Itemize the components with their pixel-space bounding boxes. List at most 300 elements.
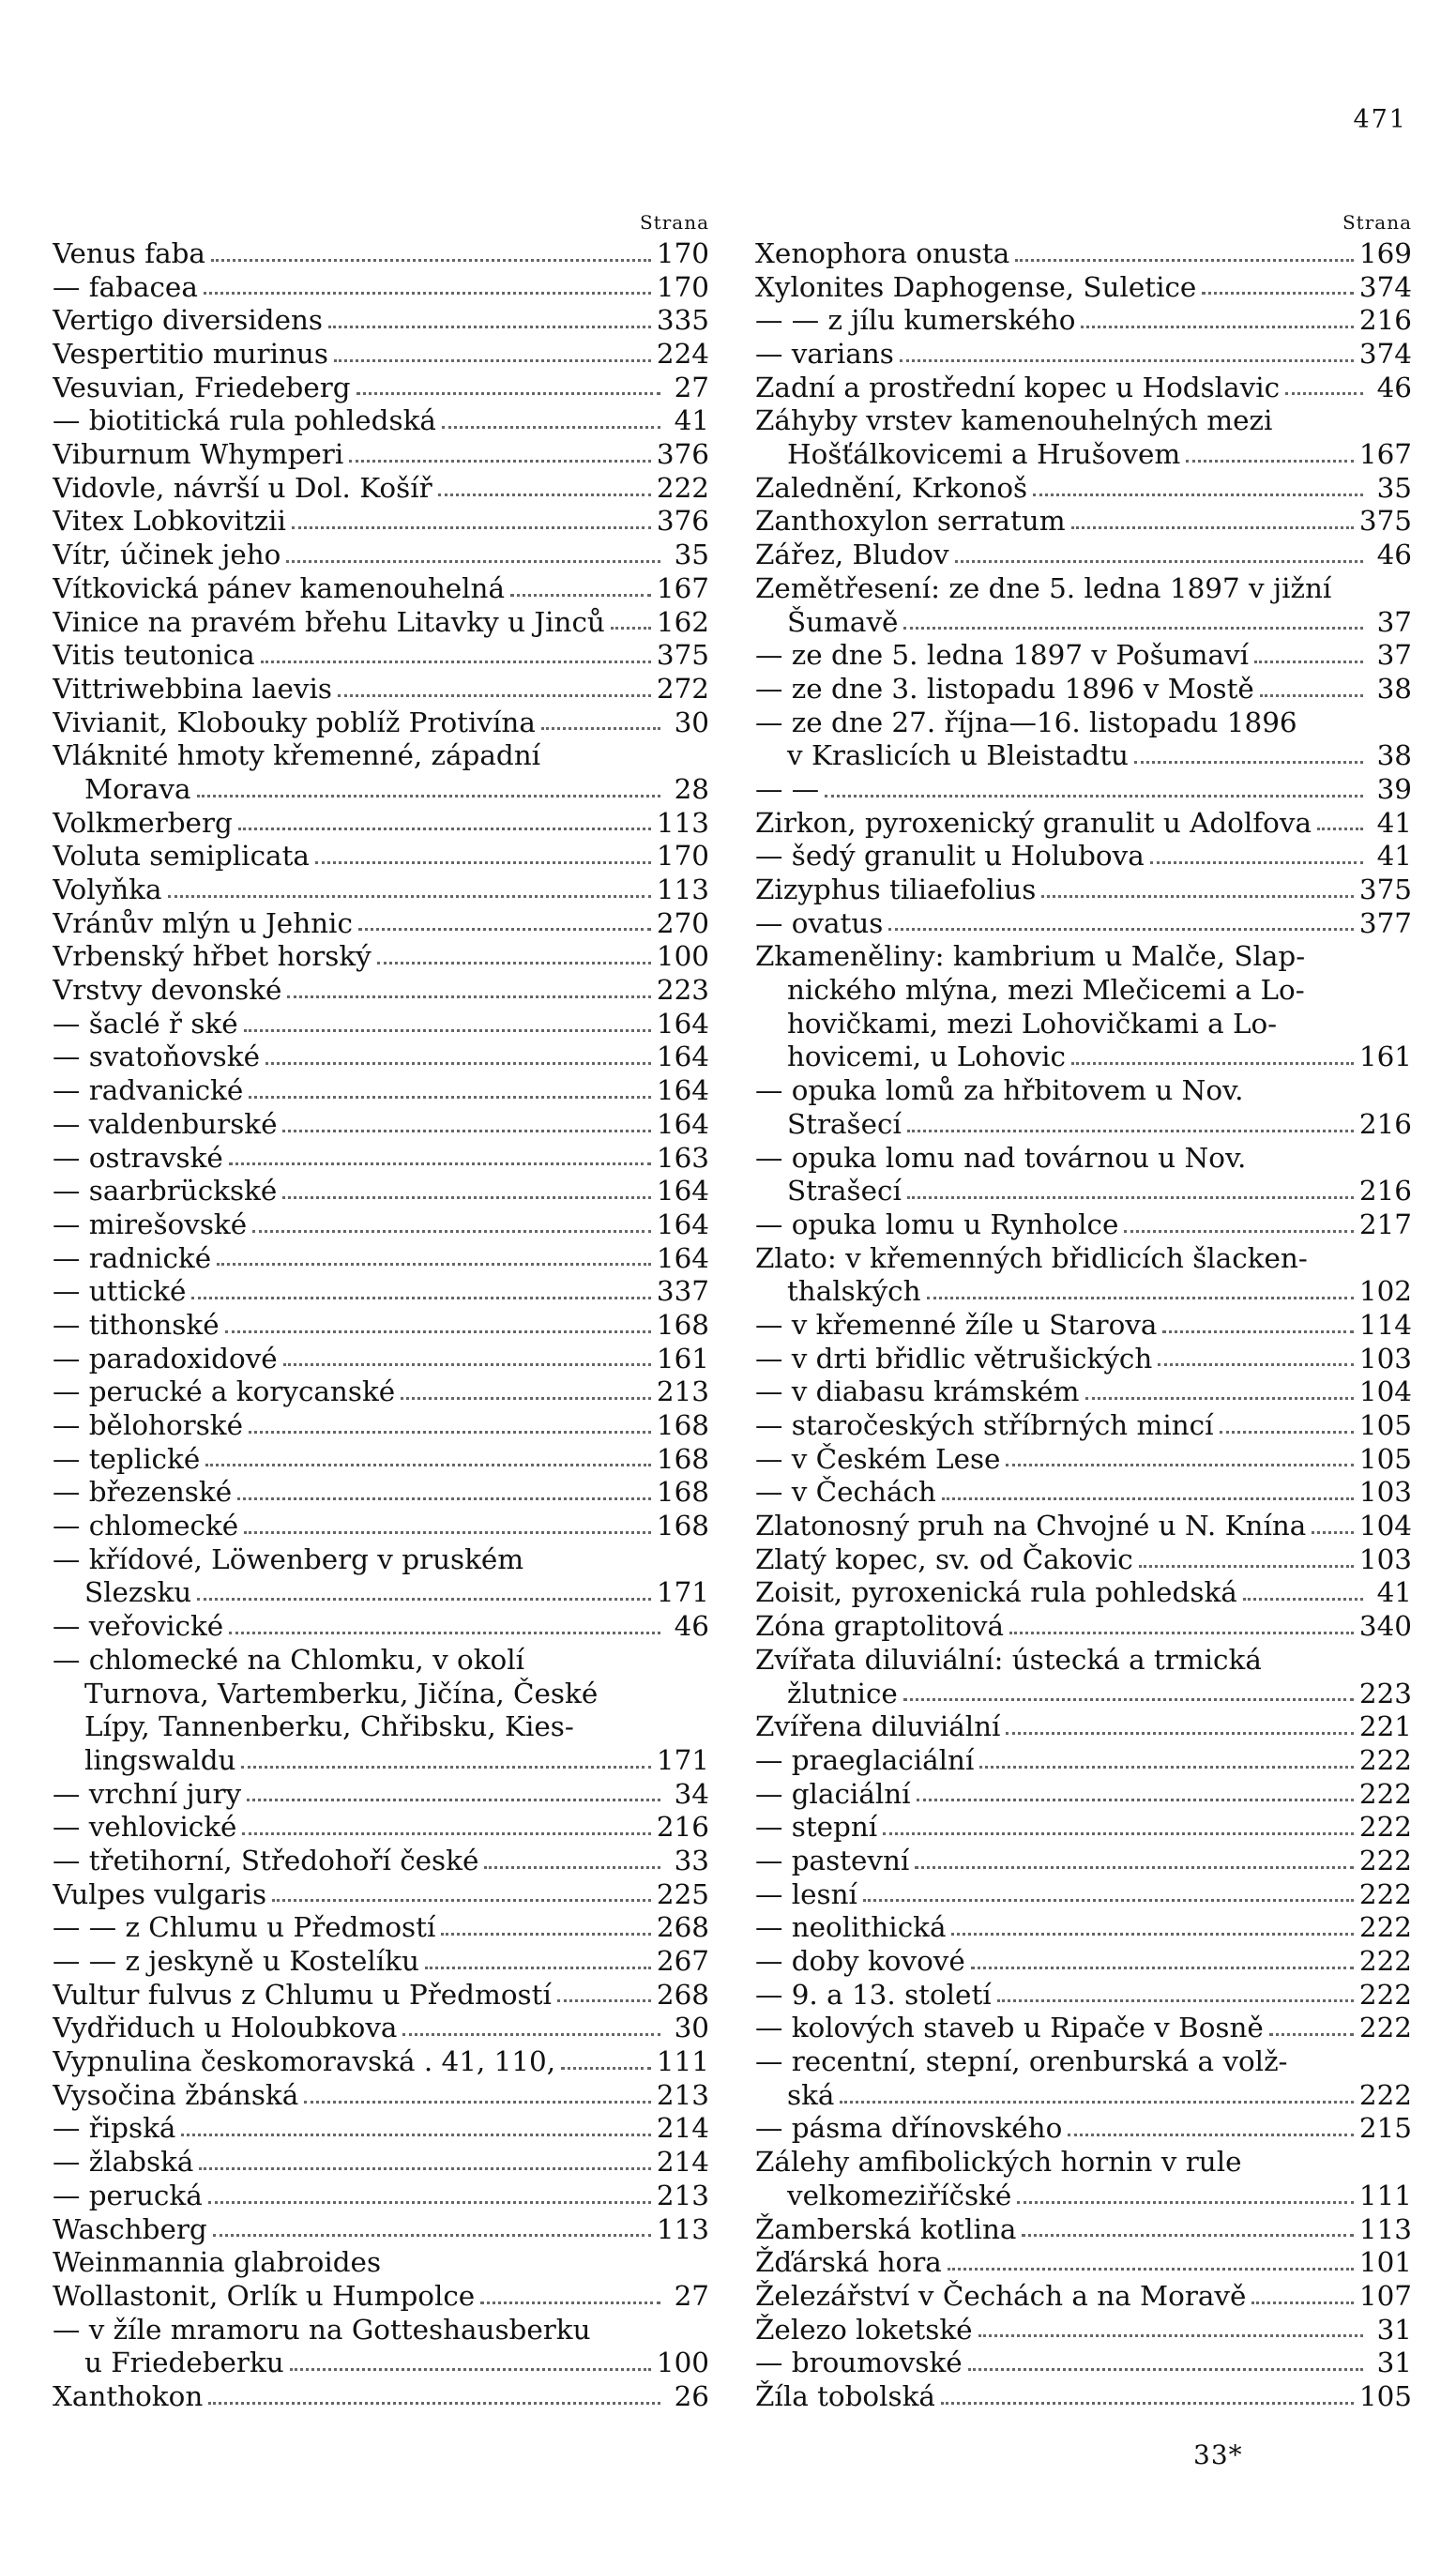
entry-page: 168 — [656, 1409, 709, 1442]
entry-page: 171 — [656, 1743, 709, 1776]
entry-page: 221 — [1358, 1710, 1412, 1743]
entry-term: Zvířena diluviální — [755, 1710, 1001, 1743]
entry-term: — doby kovové — [755, 1945, 965, 1978]
leader-dots — [510, 594, 651, 597]
leader-dots — [1202, 292, 1354, 295]
entry-term: — svatoňovské — [53, 1041, 260, 1073]
entry-term: — — z jílu kumerského — [755, 304, 1076, 337]
leader-dots — [968, 2368, 1363, 2371]
leader-dots — [1269, 2033, 1354, 2036]
index-entry — [755, 1778, 1412, 1812]
entry-page: 222 — [1358, 1911, 1412, 1944]
index-entry — [755, 1744, 1412, 1778]
entry-page: 375 — [656, 639, 709, 672]
printer-signature: 33* — [1193, 2439, 1243, 2470]
entry-term: Zkameněliny: kambrium u Malče, Slap- — [755, 940, 1306, 973]
leader-dots — [561, 2067, 651, 2070]
entry-term: — lesní — [755, 1877, 857, 1910]
entry-page: 41 — [1376, 1576, 1412, 1609]
index-entry — [755, 2314, 1412, 2347]
leader-dots — [315, 861, 651, 864]
entry-page: 225 — [656, 1877, 709, 1910]
leader-dots — [272, 1899, 651, 1902]
entry-term: — ze dne 27. října—16. listopadu 1896 — [755, 706, 1297, 738]
entry-term: — kolových staveb u Ripače v Bosně — [755, 2012, 1264, 2044]
leader-dots — [1158, 1363, 1354, 1366]
entry-term: Vittriwebbina laevis — [53, 672, 332, 705]
entry-page: 223 — [1358, 1677, 1412, 1709]
index-entry — [53, 1275, 709, 1309]
leader-dots — [225, 1330, 651, 1333]
entry-term: Záhyby vrstev kamenouhelných mezi — [755, 404, 1273, 437]
entry-page: 374 — [1358, 338, 1412, 371]
index-entry — [755, 1142, 1412, 1176]
leader-dots — [1022, 2234, 1353, 2237]
leader-dots — [199, 2167, 651, 2170]
leader-dots — [349, 460, 651, 463]
entry-page: 216 — [1358, 304, 1412, 337]
leader-dots — [229, 1162, 651, 1165]
index-entry — [53, 1510, 709, 1543]
entry-term: — — z Chlumu u Předmostí — [53, 1911, 436, 1944]
entry-page: 41 — [1376, 806, 1412, 839]
entry-term: Vultur fulvus z Chlumu u Předmostí — [53, 1978, 552, 2011]
entry-term: Xenophora onusta — [755, 236, 1010, 269]
leader-dots — [971, 1967, 1354, 1969]
entry-page: 213 — [656, 2078, 709, 2111]
entry-term: Xylonites Daphogense, Suletice — [755, 270, 1197, 303]
entry-term: — šedý granulit u Holubova — [755, 840, 1145, 873]
entry-page: 113 — [656, 873, 709, 906]
index-entry — [755, 639, 1412, 673]
entry-term: v Kraslicích u Bleistadtu — [787, 739, 1129, 772]
index-entry — [53, 840, 709, 873]
entry-page: 168 — [656, 1308, 709, 1341]
index-entry — [53, 1343, 709, 1376]
index-entry — [53, 1678, 709, 1711]
entry-term: — vehlovické — [53, 1811, 237, 1844]
index-entry — [53, 1979, 709, 2013]
index-entry — [53, 639, 709, 673]
entry-term: Vrbenský hřbet horský — [53, 940, 372, 973]
index-entry — [755, 2280, 1412, 2314]
entry-term: Žamberská kotlina — [755, 2212, 1017, 2245]
entry-term: hovicemi, u Lohovic — [787, 1041, 1067, 1073]
entry-page: 168 — [656, 1476, 709, 1509]
leader-dots — [903, 1698, 1354, 1701]
entry-term: Šumavě — [787, 605, 899, 638]
index-entry — [755, 1878, 1412, 1912]
index-entry — [53, 1409, 709, 1443]
index-entry — [755, 1041, 1412, 1075]
entry-page: 103 — [1358, 1342, 1412, 1375]
entry-term: — stepní — [755, 1811, 878, 1844]
entry-term: — v diabasu krámském — [755, 1375, 1080, 1408]
entry-term: — praeglaciální — [755, 1743, 975, 1776]
index-entry — [53, 1577, 709, 1611]
index-entry — [53, 2380, 709, 2414]
entry-page: 374 — [1358, 270, 1412, 303]
leader-dots — [241, 1766, 650, 1769]
index-entry — [53, 606, 709, 640]
leader-dots — [948, 2268, 1354, 2271]
index-entry — [755, 539, 1412, 572]
entry-term: Hošťálkovicemi a Hrušovem — [787, 438, 1181, 471]
leader-dots — [1124, 1230, 1354, 1233]
entry-page: 41 — [1376, 840, 1412, 873]
leader-dots — [261, 661, 651, 663]
entry-term: Morava — [84, 772, 191, 805]
entry-page: 46 — [674, 1610, 709, 1643]
entry-page: 105 — [1358, 1442, 1412, 1475]
leader-dots — [211, 259, 651, 262]
entry-term: — uttické — [53, 1275, 187, 1308]
leader-dots — [217, 1263, 651, 1266]
leader-dots — [907, 1130, 1354, 1132]
entry-term: — řipská — [53, 2112, 176, 2145]
leader-dots — [883, 1832, 1354, 1835]
entry-term: — březenské — [53, 1476, 233, 1509]
index-entry — [755, 907, 1412, 941]
entry-term: Volkmerberg — [53, 806, 233, 839]
entry-term: Zanthoxylon serratum — [755, 505, 1066, 538]
entry-page: 376 — [656, 505, 709, 538]
index-entry — [755, 1811, 1412, 1845]
entry-term: — valdenburské — [53, 1107, 278, 1140]
leader-dots — [283, 1363, 651, 1366]
entry-term: — fabacea — [53, 270, 198, 303]
entry-term: — biotitická rula pohledská — [53, 404, 436, 437]
index-entry — [755, 1275, 1412, 1309]
entry-term: — vrchní jury — [53, 1777, 242, 1810]
index-entry — [53, 907, 709, 941]
entry-page: 168 — [656, 1442, 709, 1475]
entry-term: Vinice na pravém břehu Litavky u Jinců — [53, 605, 605, 638]
index-entry — [755, 1008, 1412, 1041]
index-entry — [53, 2113, 709, 2147]
leader-dots — [1071, 1062, 1354, 1065]
entries-list-right — [755, 237, 1412, 2414]
index-entry — [755, 271, 1412, 305]
entry-page: 39 — [1376, 772, 1412, 805]
leader-dots — [249, 1431, 651, 1434]
index-entry — [53, 271, 709, 305]
entry-term: — perucké a korycanské — [53, 1375, 396, 1408]
leader-dots — [191, 1297, 651, 1299]
entry-page: 38 — [1376, 739, 1412, 772]
index-entry — [755, 1409, 1412, 1443]
index-entry — [755, 1845, 1412, 1878]
leader-dots — [181, 2134, 650, 2136]
leader-dots — [358, 928, 651, 931]
leader-dots — [1134, 761, 1363, 764]
index-entry — [53, 1845, 709, 1878]
leader-dots — [237, 1497, 651, 1500]
index-entry — [755, 974, 1412, 1008]
index-entry — [53, 2314, 709, 2347]
index-entry — [755, 1074, 1412, 1108]
index-entry — [755, 2113, 1412, 2147]
entry-page: 164 — [656, 1074, 709, 1107]
index-entry — [755, 1510, 1412, 1543]
entry-term: Zemětřesení: ze dne 5. ledna 1897 v jižní — [755, 571, 1332, 604]
entry-page: 163 — [656, 1141, 709, 1174]
entry-page: 216 — [1358, 1175, 1412, 1208]
leader-dots — [328, 326, 651, 328]
index-entry — [53, 2012, 709, 2045]
entry-term: Zářez, Bludov — [755, 539, 949, 571]
entry-page: 33 — [674, 1844, 709, 1876]
leader-dots — [208, 2201, 651, 2204]
leader-dots — [401, 1397, 651, 1400]
index-entry — [755, 438, 1412, 472]
leader-dots — [438, 494, 651, 496]
index-entry — [755, 606, 1412, 640]
index-entry — [53, 1375, 709, 1409]
entry-term: Zoisit, pyroxenická rula pohledská — [755, 1576, 1237, 1609]
entry-page: 26 — [674, 2379, 709, 2412]
entry-term: — radvanické — [53, 1074, 244, 1107]
entry-page: 167 — [656, 571, 709, 604]
index-entry — [755, 2347, 1412, 2380]
leader-dots — [907, 1196, 1354, 1199]
entry-page: 114 — [1358, 1308, 1412, 1341]
index-entry — [755, 873, 1412, 907]
leader-dots — [334, 359, 651, 362]
leader-dots — [338, 694, 651, 697]
index-entry — [53, 873, 709, 907]
leader-dots — [955, 560, 1363, 563]
entry-page: 38 — [1376, 672, 1412, 705]
index-entry — [53, 2180, 709, 2213]
entry-term: — šaclé ř ské — [53, 1007, 238, 1040]
leader-dots — [402, 2033, 660, 2036]
leader-dots — [915, 1866, 1354, 1869]
entry-term: lingswaldu — [84, 1743, 236, 1776]
leader-dots — [238, 828, 651, 830]
leader-dots — [249, 1096, 651, 1099]
entry-page: 31 — [1376, 2347, 1412, 2379]
index-entry — [53, 739, 709, 773]
index-entry — [755, 372, 1412, 405]
index-entry — [53, 304, 709, 338]
index-entry — [755, 739, 1412, 773]
entry-page: 268 — [656, 1978, 709, 2011]
leader-dots — [1251, 2301, 1353, 2304]
entry-page: 164 — [656, 1241, 709, 1274]
index-entry — [53, 1811, 709, 1845]
entry-term: Vivianit, Klobouky poblíž Protivína — [53, 706, 536, 738]
leader-dots — [1139, 1565, 1354, 1568]
index-entry — [53, 1644, 709, 1678]
entry-term: Vláknité hmoty křemenné, západní — [53, 739, 541, 772]
leader-dots — [1285, 392, 1363, 395]
entry-term: — ze dne 5. ledna 1897 v Pošumaví — [755, 639, 1249, 672]
entry-term: Železářství v Čechách a na Moravě — [755, 2279, 1247, 2312]
entry-term: Železo loketské — [755, 2313, 973, 2346]
entry-term: thalských — [787, 1275, 921, 1308]
entry-term: — chlomecké — [53, 1510, 239, 1542]
index-entry — [53, 940, 709, 974]
leader-dots — [208, 2402, 660, 2405]
entry-page: 222 — [656, 471, 709, 504]
entry-page: 164 — [656, 1208, 709, 1240]
entry-term: Strašecí — [787, 1107, 902, 1140]
leader-dots — [1017, 2201, 1354, 2204]
entry-page: 103 — [1358, 1542, 1412, 1575]
index-entry — [755, 1175, 1412, 1208]
entry-term: velkomeziříčské — [787, 2179, 1012, 2211]
index-entry — [755, 1710, 1412, 1744]
entry-page: 30 — [674, 2012, 709, 2044]
entry-page: 104 — [1358, 1510, 1412, 1542]
index-entry — [755, 1577, 1412, 1611]
entry-page: 222 — [1358, 1844, 1412, 1876]
entry-page: 222 — [1358, 2012, 1412, 2044]
leader-dots — [997, 1999, 1354, 2002]
entry-term: Viburnum Whymperi — [53, 438, 344, 471]
entry-term: — pásma dřínovského — [755, 2112, 1063, 2145]
leader-dots — [541, 727, 660, 730]
leader-dots — [229, 1632, 660, 1634]
entry-page: 167 — [1358, 438, 1412, 471]
entry-term: Zizyphus tiliaefolius — [755, 873, 1037, 906]
index-entry — [53, 1610, 709, 1644]
entry-page: 270 — [656, 906, 709, 939]
leader-dots — [840, 2101, 1353, 2104]
index-entry — [53, 1041, 709, 1075]
entry-term: žlutnice — [787, 1677, 898, 1709]
leader-dots — [197, 1598, 651, 1601]
entry-page: 171 — [656, 1576, 709, 1609]
leader-dots — [1009, 1632, 1354, 1634]
entry-term: — perucká — [53, 2179, 203, 2211]
index-entry — [755, 1242, 1412, 1276]
entry-page: 105 — [1358, 2379, 1412, 2412]
leader-dots — [1006, 1464, 1353, 1466]
leader-dots — [1071, 526, 1354, 529]
leader-dots — [611, 627, 651, 630]
index-entry — [53, 1108, 709, 1142]
entry-page: 217 — [1358, 1208, 1412, 1240]
entry-page: 170 — [656, 236, 709, 269]
entry-term: Žďárská hora — [755, 2246, 942, 2279]
entry-page: 113 — [1358, 2212, 1412, 2245]
entry-term: — křídové, Löwenberg v pruském — [53, 1542, 524, 1575]
leader-dots — [441, 1933, 651, 1936]
index-entry — [53, 472, 709, 506]
entry-page: 170 — [656, 840, 709, 873]
index-entry — [755, 2213, 1412, 2247]
entry-page: 111 — [1358, 2179, 1412, 2211]
index-entry — [755, 1375, 1412, 1409]
entry-term: Wollastonit, Orlík u Humpolce — [53, 2279, 476, 2312]
leader-dots — [917, 1799, 1354, 1801]
entry-page: 100 — [656, 2347, 709, 2379]
index-entry — [53, 773, 709, 807]
entry-page: 337 — [656, 1275, 709, 1308]
entries-list-left — [53, 237, 709, 2414]
entry-term: — v drti břidlic větrušických — [755, 1342, 1153, 1375]
entry-page: 214 — [656, 2146, 709, 2179]
entry-page: 102 — [1358, 1275, 1412, 1308]
entry-term: Zalednění, Krkonoš — [755, 471, 1028, 504]
index-entry — [755, 1678, 1412, 1711]
leader-dots — [1254, 661, 1363, 663]
entry-page: 224 — [656, 338, 709, 371]
leader-dots — [1260, 694, 1363, 697]
entry-term: u Friedeberku — [84, 2347, 284, 2379]
leader-dots — [480, 2301, 660, 2304]
index-entry — [53, 1778, 709, 1812]
index-entry — [53, 539, 709, 572]
entry-term: — neolithická — [755, 1911, 947, 1944]
entry-term: Zálehy amfibolických hornin v rule — [755, 2146, 1242, 2179]
leader-dots — [1033, 494, 1363, 496]
entry-page: 222 — [1358, 1877, 1412, 1910]
index-entry — [755, 1979, 1412, 2013]
entry-page: 340 — [1358, 1610, 1412, 1643]
entry-term: Vidovle, návrší u Dol. Košíř — [53, 471, 432, 504]
index-entry — [53, 673, 709, 706]
entry-term: Voluta semiplicata — [53, 840, 310, 873]
leader-dots — [484, 1866, 660, 1869]
entry-term: — varians — [755, 338, 894, 371]
index-entry — [53, 1008, 709, 1041]
index-entry — [53, 372, 709, 405]
entry-page: 27 — [674, 371, 709, 403]
index-entry — [755, 1945, 1412, 1979]
page-number: 471 — [1353, 105, 1407, 134]
leader-dots — [1243, 1598, 1363, 1601]
leader-dots — [942, 1497, 1354, 1500]
index-entry — [53, 2347, 709, 2380]
index-entry — [53, 2213, 709, 2247]
entry-term: Zlatý kopec, sv. od Čakovic — [755, 1542, 1133, 1575]
entry-page: 223 — [656, 974, 709, 1007]
leader-dots — [197, 795, 661, 798]
entry-term: — saarbrückské — [53, 1175, 278, 1208]
leader-dots — [242, 1832, 650, 1835]
entry-page: 46 — [1376, 371, 1412, 403]
leader-dots — [825, 795, 1363, 798]
entry-term: Vesuvian, Friedeberg — [53, 371, 351, 403]
entry-page: 113 — [656, 806, 709, 839]
entry-term: Vysočina žbánská — [53, 2078, 299, 2111]
leader-dots — [1006, 1732, 1353, 1735]
column-header: Strana — [1342, 211, 1412, 234]
entry-term: Xanthokon — [53, 2379, 204, 2412]
leader-dots — [863, 1899, 1354, 1902]
leader-dots — [1186, 460, 1354, 463]
index-entry — [53, 1543, 709, 1577]
index-entry — [755, 506, 1412, 539]
entry-page: 164 — [656, 1107, 709, 1140]
leader-dots — [903, 627, 1363, 630]
index-entry — [755, 840, 1412, 873]
index-entry — [53, 2146, 709, 2180]
index-entry — [755, 807, 1412, 841]
index-entry — [53, 506, 709, 539]
entry-term: — ovatus — [755, 906, 884, 939]
entry-term: Vránův mlýn u Jehnic — [53, 906, 353, 939]
entry-term: — pastevní — [755, 1844, 910, 1876]
entry-page: 375 — [1358, 505, 1412, 538]
leader-dots — [927, 1297, 1354, 1299]
leader-dots — [1068, 2134, 1354, 2136]
leader-dots — [244, 1029, 651, 1032]
leader-dots — [282, 1130, 650, 1132]
